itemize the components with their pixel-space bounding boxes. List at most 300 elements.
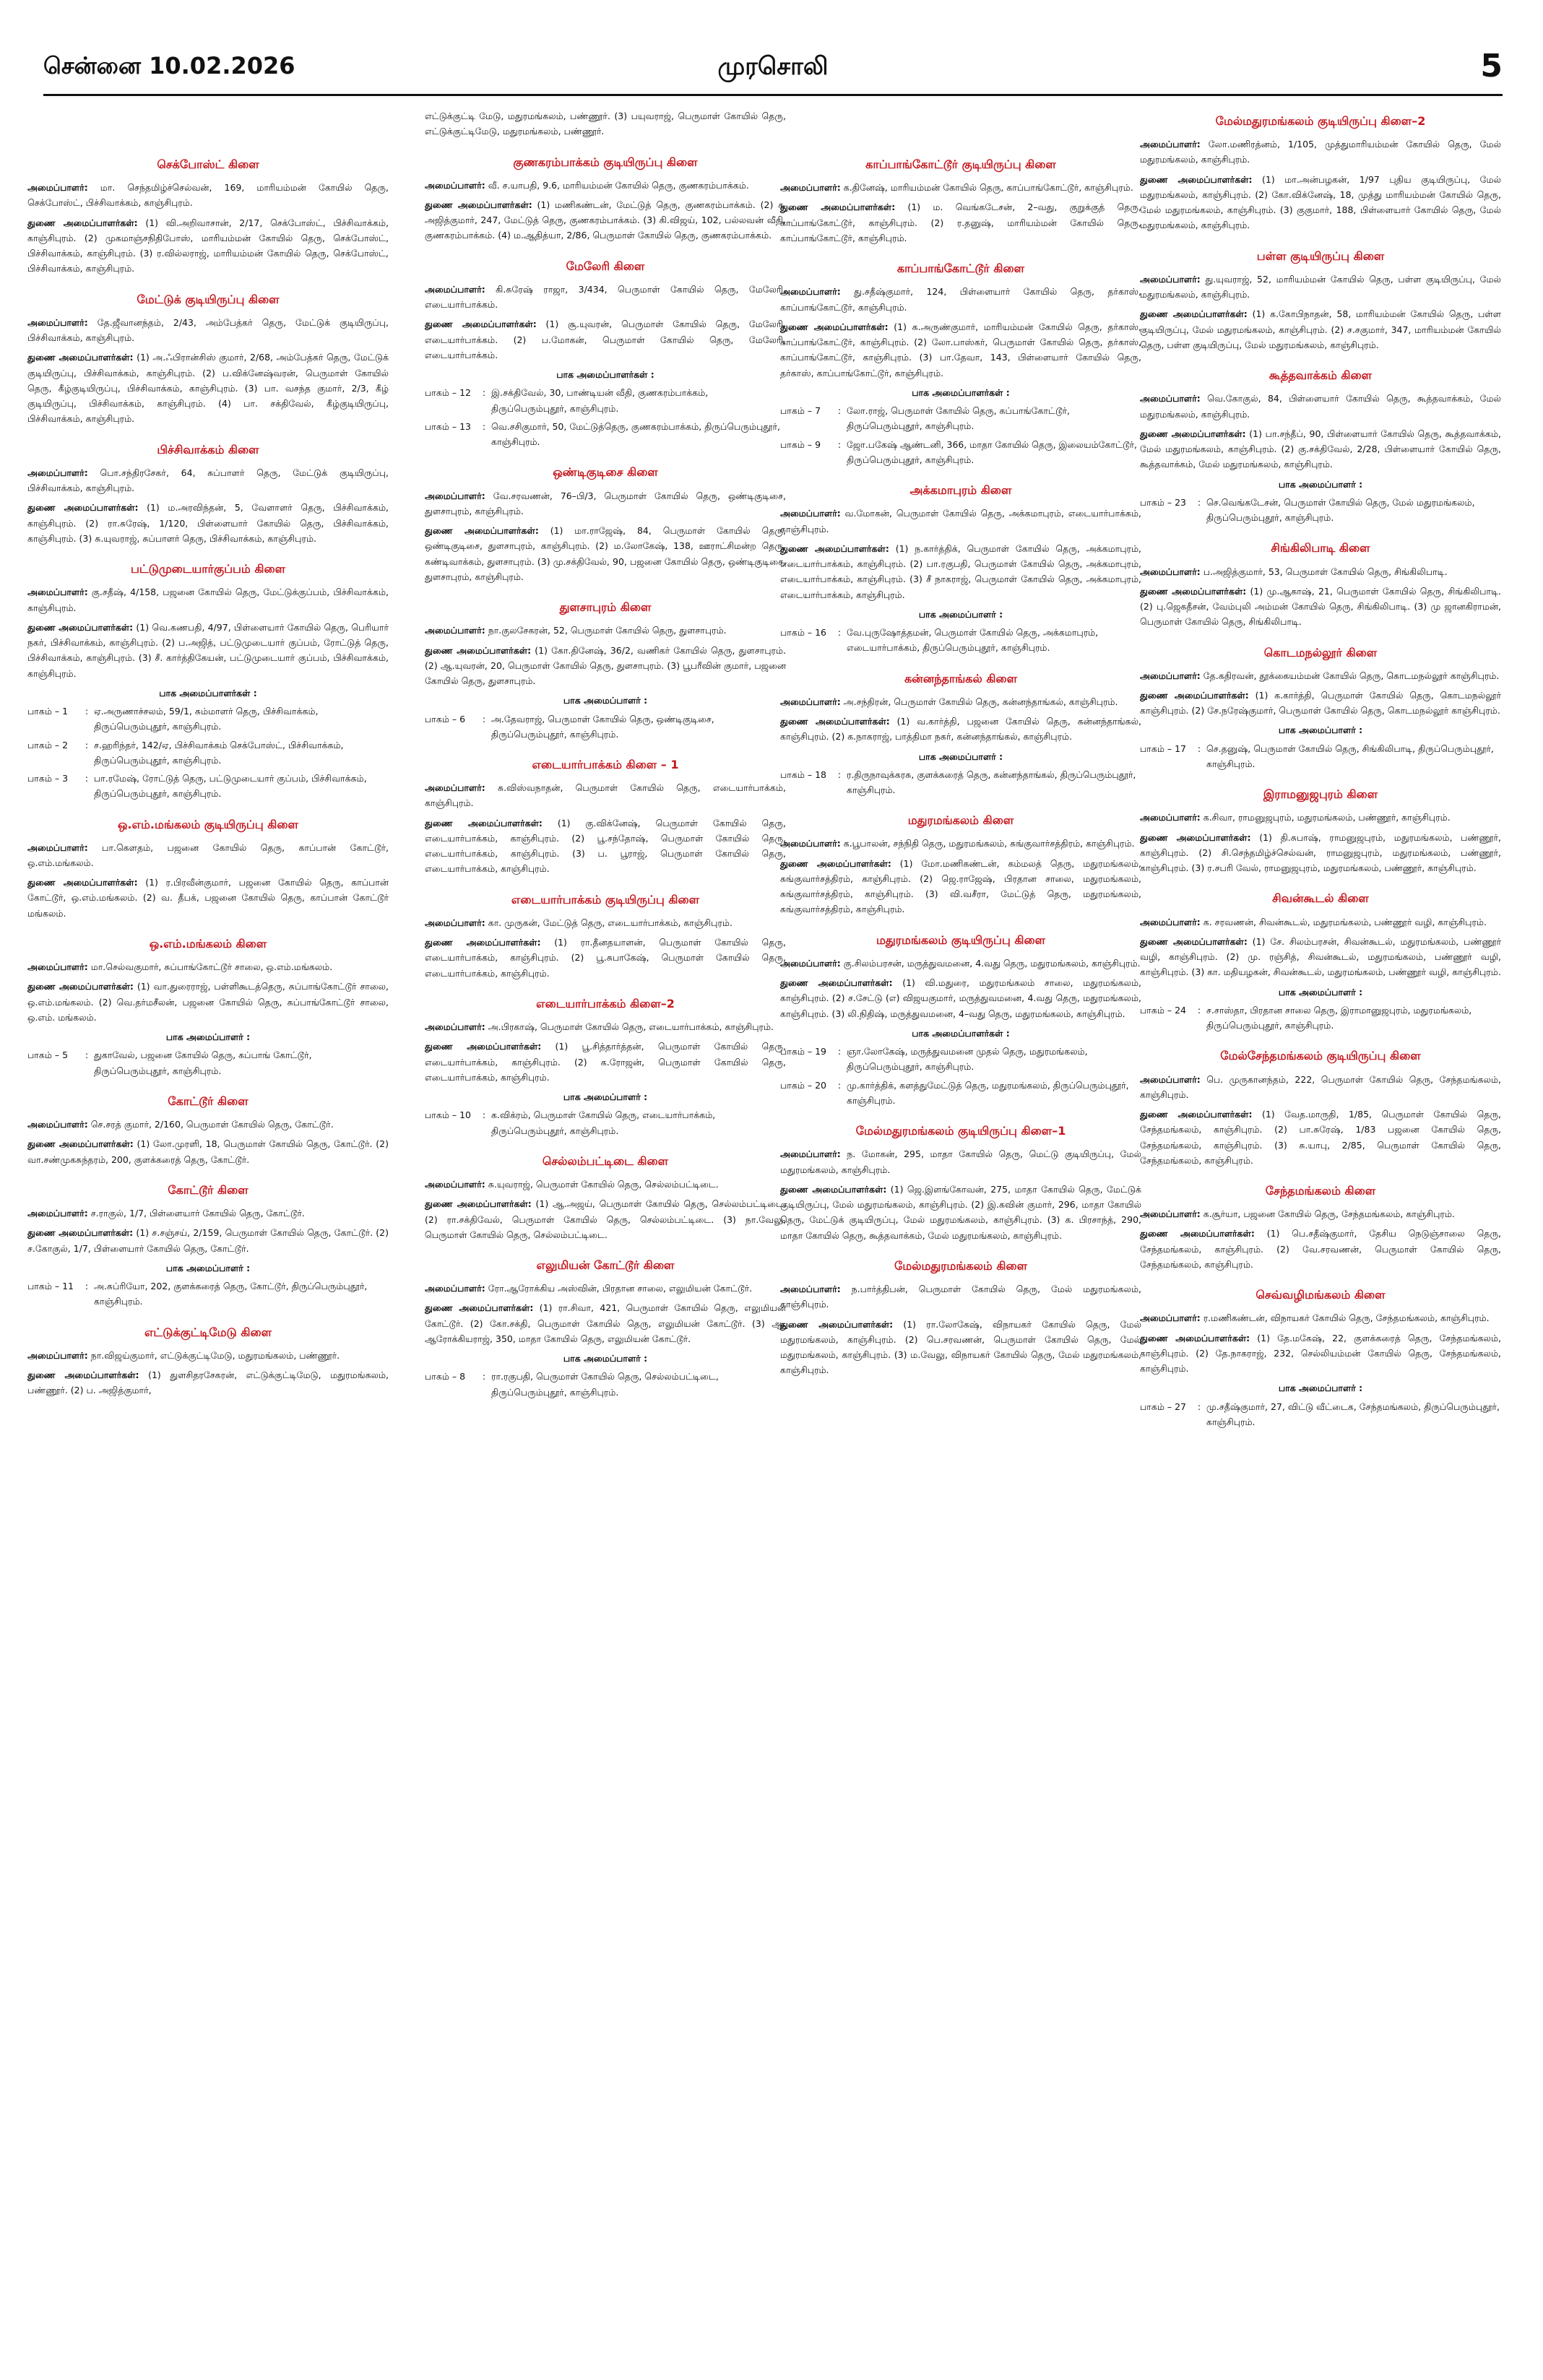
member-details: (1) சூ.யுவரன், பெருமாள் கோயில் தெரு, மேலேரி, எடையார்பாக்கம். (2) ப.மோகன், பெருமாள் கோயில் தெரு, மேலேரி, எடையார்பாக்கம். xyxy=(425,319,786,360)
branch-title: மேல்மதுரமங்கலம் குடியிருப்பு கிளை–1 xyxy=(855,1124,1066,1138)
member-entry xyxy=(425,935,786,981)
member-details: (1) மணிகண்டன், மேட்டுத் தெரு, குணகரம்பாக்கம். (2) ச. அஜித்குமார், 247, மேட்டுத் தெரு, குணகரம்பாக்கம். (3) கி.விஜய், 102, பல்லவன் வீதி, குணகரம்பாக்கம். (4) ம.ஆதித்யா, 2/86, பெருமாள் கோயில் தெரு, குணகரம்பாக்கம். xyxy=(425,199,786,241)
member-details: நா.விஜய்குமார், எட்டுக்குட்டிமேடு, மதுரமங்கலம், பண்ணூர். xyxy=(87,1349,340,1361)
member-entry xyxy=(425,915,786,930)
role-label: துணை அமைப்பாளர்கள்: xyxy=(425,1041,542,1052)
booth-entry xyxy=(780,767,1141,798)
booth-heading: பாக அமைப்பாளர் : xyxy=(563,695,648,706)
branch-section xyxy=(780,1256,1141,1378)
branch-section xyxy=(780,810,1141,917)
role-label: துணை அமைப்பாளர்கள்: xyxy=(1140,935,1248,947)
issue-date: சென்னை 10.02.2026 xyxy=(43,52,295,79)
member-details: (1) ம.அரவிந்தன், 5, வேளாளர் தெரு, பிச்சிவாக்கம், காஞ்சிபுரம். (2) ரா.சுரேஷ், 1/120, பிள்ளையார் கோயில் தெரு, பிச்சிவாக்கம், காஞ்சிபுரம். (3) சு.யுவராஜ், சுப்பாளர் தெரு, பிச்சிவாக்கம், காஞ்சிபுரம். xyxy=(27,502,389,544)
member-details: (1) வி.மதுரை, மதுரமங்கலம் சாலை, மதுரமங்கலம், காஞ்சிபுரம். (2) ச.சேட்டு (எ) விஜயகுமார், மருத்துவமனை, 4.வது தெரு, மதுரமங்கலம், காஞ்சிபுரம். (3) லி.நிதிஷ், மருத்துவமனை, 4–வது தெரு, மதுரமங்கலம், காஞ்சிபுரம். xyxy=(780,977,1141,1019)
booth-details: இ.சக்திவேல், 30, பாண்டியன் வீதி, குணகரம்பாக்கம், திருப்பெரும்புதூர், காஞ்சிபுரம். xyxy=(491,387,709,414)
booth-number: பாகம் – 8 xyxy=(425,1371,466,1382)
member-details: வெ.கோகுல், 84, பிள்ளையார் கோயில் தெரு, கூத்தவாக்கம், மேல் மதுரமங்கலம், காஞ்சிபுரம். xyxy=(1140,393,1501,420)
role-label: அமைப்பாளர்: xyxy=(780,182,841,194)
member-entry xyxy=(425,1300,786,1346)
role-label: துணை அமைப்பாளர்கள்: xyxy=(780,716,890,727)
column-1 xyxy=(27,108,389,2362)
separator: : xyxy=(1197,1004,1201,1016)
member-details: (1) ரா.சிவா, 421, பெருமாள் கோயில் தெரு, எலுமியன் கோட்டூர். (2) கோ.சக்தி, பெருமாள் கோயில் தெரு, எலுமியன் கோட்டூர். (3) ஆ. ஆரோக்கியராஜ், 350, மாதா கோயில் தெரு, எலுமியன் கோட்டூர். xyxy=(425,1302,786,1344)
separator: : xyxy=(1197,1401,1201,1412)
member-entry xyxy=(425,815,786,877)
role-label: அமைப்பாளர்: xyxy=(27,1208,88,1219)
member-details: (1) வா.துரைராஜ், பள்ளிகூடத்தெரு, சுப்பாங்கோட்டூர் சாலை, ஒ.எம்.மங்கலம். (2) வெ.தர்மசீலன், பஜனை கோயில் தெரு, சுப்பாங்கோட்டூர் சாலை, ஒ.எம். மங்கலம். xyxy=(27,981,389,1023)
member-entry xyxy=(780,541,1141,602)
branch-title: செவ்வழிமங்கலம் கிளை xyxy=(1255,1288,1386,1302)
branch-section xyxy=(27,815,389,921)
branch-section xyxy=(425,256,786,450)
member-details: (1) சே. சிலம்பரசன், சிவன்கூடல், மதுரமங்கலம், பண்ணூர் வழி, காஞ்சிபுரம். (2) மு. ரஞ்சித், சிவன்கூடல், மதுரமங்கலம், பண்ணூர் வழி, காஞ்சிபுரம். (3) கா. மதியழகன், சிவன்கூடல், மதுரமங்கலம், பண்ணூர் வழி, காஞ்சிபுரம். xyxy=(1140,935,1501,978)
role-label: துணை அமைப்பாளர்கள்: xyxy=(27,981,134,992)
role-label: அமைப்பாளர்: xyxy=(780,1148,841,1160)
member-entry xyxy=(1140,1330,1501,1377)
member-entry xyxy=(27,1225,389,1256)
booth-entry xyxy=(780,1044,1141,1075)
branch-section xyxy=(27,559,389,801)
branch-section xyxy=(780,930,1141,1108)
member-details: (1) பூ.சித்தார்த்தன், பெருமாள் கோயில் தெரு, எடையார்பாக்கம், காஞ்சிபுரம். (2) க.ரோஜன், பெருமாள் கோயில் தெரு, எடையார்பாக்கம், காஞ்சிபுரம். xyxy=(425,1041,786,1083)
branch-title: மேலேரி கிளை xyxy=(566,259,645,273)
booth-entry xyxy=(425,385,786,416)
booth-heading: பாக அமைப்பாளர் : xyxy=(563,1353,648,1364)
role-label: அமைப்பாளர்: xyxy=(1140,1208,1201,1220)
member-details: லோ.மணிரத்னம், 1/105, முத்துமாரியம்மன் கோயில் தெரு, மேல் மதுரமங்கலம், காஞ்சிபுரம். xyxy=(1140,139,1501,165)
role-label: அமைப்பாளர்: xyxy=(780,957,841,969)
member-entry xyxy=(1140,668,1501,683)
member-entry xyxy=(425,1019,786,1034)
role-label: அமைப்பாளர்: xyxy=(27,467,88,478)
role-label: அமைப்பாளர்: xyxy=(1140,1312,1201,1324)
member-entry xyxy=(1140,306,1501,352)
booth-heading: பாக அமைப்பாளர் : xyxy=(563,1091,648,1103)
member-details: ர.மணிகண்டன், விநாயகர் கோயில் தெரு, சேந்தமங்கலம், காஞ்சிபுரம். xyxy=(1200,1312,1490,1324)
role-label: அமைப்பாளர்: xyxy=(1140,273,1201,285)
branch-title: குணகரம்பாக்கம் குடியிருப்பு கிளை xyxy=(513,155,698,169)
separator: : xyxy=(482,1109,486,1121)
role-label: அமைப்பாளர்: xyxy=(425,625,485,636)
member-entry xyxy=(1140,272,1501,303)
branch-title: ஒண்டிகுடிசை கிளை xyxy=(553,465,658,480)
member-details: (1) கோ.தினேஷ், 36/2, வணிகர் கோயில் தெரு, துளசாபுரம். (2) ஆ.யுவரன், 20, பெருமாள் கோயில் தெரு, துளசாபுரம். (3) பூபரீவின் குமார், பஜனை கோயில் தெரு, துளசாபுரம். xyxy=(425,644,786,686)
member-details: (1) வேத.மாருதி, 1/85, பெருமாள் கோயில் தெரு, சேந்தமங்கலம், காஞ்சிபுரம். (2) பா.சுரேஷ், 1/83 பஜனை கோயில் தெரு, சேந்தமங்கலம், காஞ்சிபுரம். (3) சு.யாபு, 2/85, பெருமாள் கோயில் தெரு, சேந்தமங்கலம், காஞ்சிபுரம். xyxy=(1140,1109,1501,1166)
member-details: அ.பிரகாஷ், பெருமாள் கோயில் தெரு, எடையார்பாக்கம், காஞ்சிபுரம். xyxy=(485,1021,774,1033)
member-details: க. சரவணன், சிவன்கூடல், மதுரமங்கலம், பண்ணூர் வழி, காஞ்சிபுரம். xyxy=(1200,916,1487,927)
booth-number: பாகம் – 1 xyxy=(27,706,69,717)
branch-section xyxy=(425,597,786,742)
role-label: துணை அமைப்பாளர்கள்: xyxy=(27,1138,134,1150)
branch-section xyxy=(780,155,1141,246)
separator: : xyxy=(482,713,486,724)
member-entry xyxy=(425,282,786,313)
role-label: அமைப்பாளர்: xyxy=(425,917,485,928)
booth-entry xyxy=(1140,1003,1501,1034)
branch-section xyxy=(1140,784,1501,875)
member-details: து.யுவராஜ், 52, மாரியம்மன் கோயில் தெரு, பள்ள குடியிருப்பு, மேல் மதுரமங்கலம், காஞ்சிபுரம். xyxy=(1140,273,1501,300)
booth-number: பாகம் – 19 xyxy=(780,1046,826,1057)
branch-section xyxy=(27,1180,389,1310)
booth-details: அ.தேவராஜ், பெருமாள் கோயில் தெரு, ஒண்டிகுடிசை, திருப்பெரும்புதூர், காஞ்சிபுரம். xyxy=(491,713,714,740)
member-entry xyxy=(1140,830,1501,876)
booth-number: பாகம் – 9 xyxy=(780,438,821,450)
booth-heading: பாக அமைப்பாளர் : xyxy=(1278,1382,1363,1394)
booth-number: பாகம் – 11 xyxy=(27,1281,74,1291)
booth-heading: பாக அமைப்பாளர்கள் : xyxy=(556,369,654,381)
booth-details: பா.ரமேஷ், ரோட்டுத் தெரு, பட்டுமுடையார் குப்பம், பிச்சிவாக்கம், திருப்பெரும்புதூர், காஞ்சிபுரம். xyxy=(94,773,367,800)
member-entry xyxy=(27,959,389,974)
booth-number: பாகம் – 7 xyxy=(780,405,821,417)
member-entry xyxy=(425,523,786,584)
role-label: அமைப்பாளர்: xyxy=(780,1284,841,1294)
role-label: துணை அமைப்பாளர்கள்: xyxy=(1140,1109,1253,1120)
role-label: அமைப்பாளர்: xyxy=(425,283,485,295)
separator: : xyxy=(85,739,89,750)
member-entry xyxy=(780,1281,1141,1312)
separator: : xyxy=(482,1371,486,1382)
member-details: (1) ச.சஞ்சய், 2/159, பெருமாள் கோயில் தெரு, கோட்டூர். (2) ச.கோகுல், 1/7, பிள்ளையார் கோயில் தெரு, கோட்டூர். xyxy=(27,1227,389,1254)
branch-section xyxy=(780,480,1141,655)
branch-section xyxy=(27,108,389,142)
booth-heading: பாக அமைப்பாளர் : xyxy=(918,608,1003,620)
member-details: ரோ.ஆரோக்கிய அஸ்வின், பிரதான சாலை, எலுமியன் கோட்டூர். xyxy=(485,1283,753,1294)
member-details: பா.கௌதம், பஜனை கோயில் தெரு, காப்பான் கோட்டூர், ஒ.எம்.மங்கலம். xyxy=(27,841,389,868)
booth-details: லோ.ராஜ், பெருமாள் கோயில் தெரு, கப்பாங்கோட்டூர், திருப்பெரும்புதூர், காஞ்சிபுரம். xyxy=(847,405,1070,432)
role-label: அமைப்பாளர்: xyxy=(1140,670,1201,681)
member-entry xyxy=(1140,810,1501,825)
branch-title: மேல்மதுரமங்கலம் கிளை xyxy=(894,1258,1028,1273)
branch-title: எடையார்பாக்கம் கிளை – 1 xyxy=(532,758,679,771)
role-label: துணை அமைப்பாளர்கள்: xyxy=(1140,689,1249,701)
booth-number: பாகம் – 3 xyxy=(27,773,69,784)
member-entry xyxy=(27,350,389,426)
branch-section xyxy=(27,290,389,427)
role-label: துணை அமைப்பாளர்கள்: xyxy=(425,817,543,828)
role-label: துணை அமைப்பாளர்கள்: xyxy=(1140,1228,1255,1239)
member-entry xyxy=(27,1367,389,1398)
branch-section xyxy=(780,1121,1141,1243)
role-label: துணை அமைப்பாளர்கள்: xyxy=(1140,1332,1250,1343)
booth-number: பாகம் – 27 xyxy=(1140,1401,1186,1412)
role-label: அமைப்பாளர்: xyxy=(425,1283,485,1294)
role-label: துணை அமைப்பாளர்கள்: xyxy=(1140,428,1246,439)
member-entry xyxy=(425,178,786,193)
branch-section xyxy=(27,440,389,546)
member-entry xyxy=(780,1182,1141,1243)
member-entry xyxy=(1140,564,1501,579)
member-details: (1) க.கோபிநாதன், 58, மாரியம்மன் கோயில் தெரு, பள்ள குடியிருப்பு, மேல் மதுரமங்கலம், காஞ்சிபுரம். (2) ச.சகுமார், 347, மாரியம்மன் கோயில் தெரு, பள்ள குடியிருப்பு, மேல் மதுரமங்கலம், காஞ்சிபுரம். xyxy=(1140,308,1501,350)
member-details: (1) வி.அறிவாசான், 2/17, செக்போஸ்ட், பிச்சிவாக்கம், காஞ்சிபுரம். (2) முகமாஞ்சநிதிபோஸ், மாரியம்மன் கோயில் தெரு, செக்போஸ்ட், பிச்சிவாக்கம், காஞ்சிபுரம். (3) ர.வில்லராஜ், மாரியம்மன் கோயில் தெரு, செக்போஸ்ட், பிச்சிவாக்கம், காஞ்சிபுரம். xyxy=(27,217,389,274)
role-label: துணை அமைப்பாளர்கள்: xyxy=(425,937,541,948)
role-label: துணை அமைப்பாளர்கள்: xyxy=(780,1318,894,1330)
member-entry xyxy=(780,284,1141,315)
separator: : xyxy=(1197,743,1201,754)
member-entry xyxy=(425,1196,786,1242)
member-details: (1) ந.கார்த்திக், பெருமாள் கோயில் தெரு, அக்கமாபுரம், எடையார்பாக்கம், காஞ்சிபுரம். (2) பா.ரகுபதி, பெருமாள் கோயில் தெரு, அக்கமாபுரம், எடையார்பாக்கம், காஞ்சிபுரம். (3) சீ நாகராஜ், பெருமாள் கோயில் தெரு, அக்கமாபுரம், எடையார்பாக்கம், காஞ்சிபுரம். xyxy=(780,542,1141,600)
role-label: அமைப்பாளர்: xyxy=(1140,393,1201,404)
member-entry xyxy=(1140,137,1501,168)
member-details: செ.சரத் குமார், 2/160, பெருமாள் கோயில் தெரு, கோட்டூர். xyxy=(87,1119,334,1130)
role-label: துணை அமைப்பாளர்கள்: xyxy=(780,542,889,554)
header-rule xyxy=(43,94,1503,96)
member-entry xyxy=(780,506,1141,537)
booth-number: பாகம் – 5 xyxy=(27,1050,69,1061)
branch-section xyxy=(425,994,786,1138)
role-label: துணை அமைப்பாளர்கள்: xyxy=(425,525,539,537)
branch-title: பிச்சிவாக்கம் கிளை xyxy=(157,442,259,456)
role-label: துணை அமைப்பாளர்கள்: xyxy=(1140,173,1253,185)
column-3 xyxy=(780,108,1141,2362)
booth-heading: பாக அமைப்பாளர்கள் : xyxy=(912,386,1010,398)
member-entry xyxy=(1140,584,1501,630)
member-entry xyxy=(780,856,1141,917)
member-entry xyxy=(27,215,389,277)
member-entry xyxy=(780,319,1141,381)
role-label: அமைப்பாளர்: xyxy=(1140,1073,1201,1085)
member-entry xyxy=(1140,1072,1501,1103)
newspaper-name: முரசொலி xyxy=(717,52,829,81)
booth-entry xyxy=(27,737,389,769)
branch-section xyxy=(780,108,1141,142)
branch-section xyxy=(425,108,786,139)
member-entry xyxy=(1140,391,1501,422)
role-label: அமைப்பாளர்: xyxy=(27,1349,88,1361)
role-label: அமைப்பாளர்: xyxy=(27,841,88,853)
booth-details: ரா.ரகுபதி, பெருமாள் கோயில் தெரு, செல்லம்பட்டிடை, திருப்பெரும்புதூர், காஞ்சிபுரம். xyxy=(491,1371,719,1398)
role-label: அமைப்பாளர்: xyxy=(780,696,841,707)
member-entry xyxy=(27,875,389,921)
member-details: சு.விஸ்வநாதன், பெருமாள் கோயில் தெரு, எடையார்பாக்கம், காஞ்சிபுரம். xyxy=(425,782,786,809)
member-entry xyxy=(425,1177,786,1192)
member-details: (1) ஆ.அஜய், பெருமாள் கோயில் தெரு, செல்லம்பட்டிடை. (2) ரா.சக்திவேல், பெருமாள் கோயில் தெரு, செல்லம்பட்டிடை. (3) நா.வேலு, பெருமாள் கோயில் தெரு, செல்லம்பட்டிடை. xyxy=(425,1198,786,1240)
branch-title: மேல்மதுரமங்கலம் குடியிருப்பு கிளை–2 xyxy=(1215,114,1426,128)
member-entry xyxy=(1140,1226,1501,1272)
member-entry xyxy=(780,714,1141,745)
branch-title: செக்போஸ்ட் கிளை xyxy=(157,157,259,171)
member-entry xyxy=(27,500,389,546)
booth-heading: பாக அமைப்பாளர்கள் : xyxy=(159,687,257,698)
booth-heading: பாக அமைப்பாளர் : xyxy=(1278,478,1363,490)
role-label: துணை அமைப்பாளர்கள்: xyxy=(425,199,532,210)
separator: : xyxy=(837,627,842,639)
role-label: துணை அமைப்பாளர்கள்: xyxy=(27,502,139,514)
booth-entry xyxy=(27,771,389,802)
role-label: துணை அமைப்பாளர்கள்: xyxy=(27,1369,139,1380)
booth-number: பாகம் – 13 xyxy=(425,420,471,432)
role-label: அமைப்பாளர்: xyxy=(27,182,88,194)
member-entry xyxy=(425,488,786,519)
member-entry xyxy=(1140,688,1501,719)
member-entry xyxy=(425,623,786,638)
separator: : xyxy=(482,420,486,432)
booth-entry xyxy=(780,1078,1141,1109)
role-label: துணை அமைப்பாளர்கள்: xyxy=(780,977,893,989)
branch-section xyxy=(425,152,786,243)
member-entry xyxy=(425,1281,786,1296)
branch-title: மேட்டுக் குடியிருப்பு கிளை xyxy=(137,292,280,306)
branch-title: சிங்கிலிபாடி கிளை xyxy=(1271,541,1370,555)
booth-number: பாகம் – 18 xyxy=(780,769,826,780)
member-details: (1) வெ.கணபதி, 4/97, பிள்ளையார் கோயில் தெரு, பெரியார் நகர், பிச்சிவாக்கம், காஞ்சிபுரம். (2) ப.அஜித், பட்டுமுடையார் குப்பம், ரோட்டுத் தெரு, பிச்சிவாக்கம், காஞ்சிபுரம். (3) சீ. கார்த்திகேயன், பட்டுமுடையார் குப்பம், பிச்சிவாக்கம், காஞ்சிபுரம். xyxy=(27,621,389,679)
member-details: (1) வ.கார்த்தி, பஜனை கோயில் தெரு, கன்னந்தாங்கல், காஞ்சிபுரம். (2) க.நாகராஜ், பாத்திமா நகர், கன்னந்தாங்கல், காஞ்சிபுரம். xyxy=(780,716,1141,743)
separator: : xyxy=(85,773,89,784)
member-details: ச.ராகுல், 1/7, பிள்ளையார் கோயில் தெரு, கோட்டூர். xyxy=(87,1208,305,1219)
member-entry xyxy=(780,975,1141,1021)
branch-title: துளசாபுரம் கிளை xyxy=(559,600,652,615)
booth-heading: பாக அமைப்பாளர்கள் : xyxy=(912,1027,1010,1039)
role-label: துணை அமைப்பாளர்கள்: xyxy=(780,202,896,213)
member-details: தே.கதிரவன், தூக்கையம்மன் கோயில் தெரு, கொடமநல்லூர் காஞ்சிபுரம். xyxy=(1200,670,1500,681)
continued-text: எட்டுக்குட்டி மேடு, மதுரமங்கலம், பண்ணூர். (3) பயுவராஜ், பெருமாள் கோயில் தெரு, எட்டுக்குட்டிமேடு, மதுரமங்கலம், பண்ணூர். xyxy=(425,111,786,137)
member-details: க.சிவா, ராமனுஜபுரம், மதுரமங்கலம், பண்ணூர், காஞ்சிபுரம். xyxy=(1200,812,1451,823)
member-entry xyxy=(425,197,786,243)
member-details: (1) அ.ஃபிரான்சிஸ் குமார், 2/68, அம்பேத்கர் தெரு, மேட்டுக் குடியிருப்பு, பிச்சிவாக்கம், காஞ்சிபுரம். (2) ப.விக்னேஷ்வரன், பெருமாள் கோயில் தெரு, கீழ்குடியிருப்பு, பிச்சிவாக்கம், காஞ்சிபுரம். (3) பா. வசந்த குமார், 2/3, கீழ் குடியிருப்பு, பிச்சிவாக்கம், காஞ்சிபுரம். (4) பா. சக்திவேல், கீழ்குடியிருப்பு, பிச்சிவாக்கம், காஞ்சிபுரம். xyxy=(27,352,389,425)
booth-details: துகாவேல், பஜனை கோயில் தெரு, கப்பாங் கோட்டூர், திருப்பெரும்புதூர், காஞ்சிபுரம். xyxy=(94,1050,312,1076)
branch-title: சேந்தமங்கலம் கிளை xyxy=(1265,1184,1376,1198)
booth-entry xyxy=(1140,741,1501,772)
role-label: துணை அமைப்பாளர்கள்: xyxy=(1140,585,1247,597)
branch-section xyxy=(27,155,389,277)
role-label: அமைப்பாளர்: xyxy=(27,587,88,598)
role-label: அமைப்பாளர்: xyxy=(780,286,841,298)
role-label: அமைப்பாளர்: xyxy=(425,782,485,794)
branch-title: ஒ.எம்.மங்கலம் குடியிருப்பு கிளை xyxy=(118,817,298,831)
branch-title: கன்னந்தாங்கல் கிளை xyxy=(904,671,1018,685)
branch-section xyxy=(780,669,1141,798)
member-entry xyxy=(425,316,786,363)
member-details: (1) தி.சுபாஷ், ராமனுஜபுரம், மதுரமங்கலம், பண்ணூர், காஞ்சிபுரம். (2) சி.செந்தமிழ்ச்செல்வன், ராமனுஜபுரம், மதுரமங்கலம், பண்ணூர், காஞ்சிபுரம். (3) ர.சபரி வேல், ராமனுஜபுரம், மதுரமங்கலம், பண்ணூர், காஞ்சிபுரம். xyxy=(1140,831,1501,874)
member-details: து.சதீஷ்குமார், 124, பிள்ளையார் கோயில் தெரு, தர்காஸ், காப்பாங்கோட்டூர், காஞ்சிபுரம். xyxy=(780,286,1141,313)
booth-number: பாகம் – 6 xyxy=(425,713,466,724)
role-label: அமைப்பாளர்: xyxy=(425,1179,485,1190)
booth-entry xyxy=(425,1107,786,1138)
branch-title: எலுமியன் கோட்டூர் கிளை xyxy=(536,1258,675,1272)
branch-title: காப்பாங்கோட்டூர் கிளை xyxy=(896,261,1025,276)
branch-section xyxy=(425,1151,786,1242)
member-entry xyxy=(1140,914,1501,930)
role-label: அமைப்பாளர்: xyxy=(425,179,485,191)
member-details: நா.குலசேகரன், 52, பெருமாள் கோயில் தெரு, துளசாபுரம். xyxy=(485,625,727,636)
member-details: வீ. ச.யாபதி, 9.6, மாரியம்மன் கோயில் தெரு, குணகரம்பாக்கம். xyxy=(485,179,749,191)
branch-title: காப்பாங்கோட்டூர் குடியிருப்பு கிளை xyxy=(865,157,1056,171)
member-details: சு.யுவராஜ், பெருமாள் கோயில் தெரு, செல்லம்பட்டிடை. xyxy=(485,1179,719,1190)
member-entry xyxy=(27,315,389,346)
role-label: துணை அமைப்பாளர்கள்: xyxy=(27,352,134,363)
member-entry xyxy=(27,1117,389,1132)
booth-details: ஞா.லோகேஷ், மருத்துவமனை முதல் தெரு, மதுரமங்கலம், திருப்பெரும்புதூர், காஞ்சிபுரம். xyxy=(847,1046,1088,1073)
branch-title: மேல்சேந்தமங்கலம் குடியிருப்பு கிளை xyxy=(1220,1049,1421,1063)
member-details: (1) மு.ஆகாஷ், 21, பெருமாள் கோயில் தெரு, சிங்கிலிபாடி. (2) பு.ஜெகதீசன், வேம்புலி அம்மன் கோயில் தெரு, சிங்கிலிபாடி. (3) மு ஜானகிராமன், பெருமாள் கோயில் தெரு, சிங்கிலிபாடி. xyxy=(1140,585,1501,628)
booth-entry xyxy=(27,704,389,735)
member-entry xyxy=(27,1136,389,1167)
member-entry xyxy=(27,1348,389,1363)
booth-entry xyxy=(27,1278,389,1310)
column-2 xyxy=(425,108,786,2362)
booth-number: பாகம் – 16 xyxy=(780,627,826,639)
booth-details: ர.திருநாவுக்கரசு, குளக்கரைத் தெரு, கன்னந்தாங்கல், திருப்பெரும்புதூர், காஞ்சிபுரம். xyxy=(847,769,1136,795)
member-details: தே.ஜீவானந்தம், 2/43, அம்பேத்கர் தெரு, மேட்டுக் குடியிருப்பு, பிச்சிவாக்கம், காஞ்சிபுரம். xyxy=(27,316,389,344)
member-details: (1) தே.மகேஷ், 22, குளக்கரைத் தெரு, சேந்தமங்கலம், காஞ்சிபுரம். (2) தே.நாகராஜ், 232, செல்லியம்மன் கோயில் தெரு, சேந்தமங்கலம், காஞ்சிபுரம். xyxy=(1140,1332,1501,1375)
booth-details: வெ.சசிகுமார், 50, மேட்டுத்தெரு, குணகரம்பாக்கம், திருப்பெரும்புதூர், காஞ்சிபுரம். xyxy=(491,420,780,448)
separator: : xyxy=(837,769,842,780)
member-details: கா. முருகன், மேட்டுத் தெரு, எடையார்பாக்கம், காஞ்சிபுரம். xyxy=(485,917,732,928)
booth-number: பாகம் – 2 xyxy=(27,739,69,750)
booth-heading: பாக அமைப்பாளர் : xyxy=(165,1262,251,1273)
branch-section xyxy=(425,1255,786,1400)
member-details: ப.அஜித்குமார், 53, பெருமாள் கோயில் தெரு, சிங்கிலிபாடி. xyxy=(1200,566,1448,577)
branch-section xyxy=(1140,246,1501,352)
member-entry xyxy=(1140,426,1501,472)
member-details: (1) லோ.முரளி, 18, பெருமாள் கோயில் தெரு, கோட்டூர். (2) வா.சண்முகசுந்தரம், 200, குளக்கரைத் தெரு, கோட்டூர். xyxy=(27,1138,389,1165)
member-details: (1) ம. வெங்கடேசன், 2–வது, குறுக்குத் தெரு, காப்பாங்கோட்டூர், காஞ்சிபுரம். (2) ர.தனுஷ், மாரியம்மன் கோயில் தெரு, காப்பாங்கோட்டூர், காஞ்சிபுரம். xyxy=(780,202,1141,243)
member-details: வே.சரவணன், 76–பி/3, பெருமாள் கோயில் தெரு, ஒண்டிகுடிசை, துளசாபுரம், காஞ்சிபுரம். xyxy=(425,490,786,516)
booth-entry xyxy=(780,625,1141,656)
booth-entry xyxy=(1140,495,1501,526)
booth-entry xyxy=(425,1369,786,1400)
branch-section xyxy=(1140,538,1501,629)
member-entry xyxy=(27,584,389,615)
member-entry xyxy=(780,694,1141,709)
member-entry xyxy=(425,643,786,689)
role-label: துணை அமைப்பாளர்கள்: xyxy=(27,877,138,888)
branch-title: சிவன்கூடல் கிளை xyxy=(1272,891,1369,906)
member-entry xyxy=(780,1146,1141,1177)
member-entry xyxy=(1140,172,1501,233)
branch-section xyxy=(1140,365,1501,525)
role-label: துணை அமைப்பாளர்கள்: xyxy=(27,621,134,633)
branch-section xyxy=(1140,1285,1501,1429)
member-details: (1) ரா.தீனதயாளன், பெருமாள் கோயில் தெரு, எடையார்பாக்கம், காஞ்சிபுரம். (2) பூ.சுபாகேஷ், பெருமாள் கோயில் தெரு, எடையார்பாக்கம், காஞ்சிபுரம். xyxy=(425,937,786,979)
member-details: கி.சுரேஷ் ராஜா, 3/434, பெருமாள் கோயில் தெரு, மேலேரி, எடையார்பாக்கம். xyxy=(425,283,786,311)
branch-title: கொடமநல்லூர் கிளை xyxy=(1263,645,1378,659)
member-entry xyxy=(780,199,1141,246)
spacer xyxy=(780,108,1141,142)
member-entry xyxy=(780,180,1141,195)
branch-title: பட்டுமுடையார்குப்பம் கிளை xyxy=(130,562,286,576)
member-details: க.சூர்யா, பஜனை கோயில் தெரு, சேந்தமங்கலம், காஞ்சிபுரம். xyxy=(1200,1208,1455,1220)
branch-section xyxy=(1140,111,1501,233)
separator: : xyxy=(85,1050,89,1061)
member-details: கு.சிலம்பரசன், மருத்துவமனை, 4.வது தெரு, மதுரமங்கலம், காஞ்சிபுரம். xyxy=(840,957,1141,969)
branch-section xyxy=(27,934,389,1078)
booth-entry xyxy=(780,437,1141,468)
booth-heading: பாக அமைப்பாளர் : xyxy=(918,750,1003,762)
column-4 xyxy=(1140,108,1501,2362)
branch-title: கூத்தவாக்கம் கிளை xyxy=(1268,368,1373,383)
booth-details: செ.வெங்கடேசன், பெருமாள் கோயில் தெரு, மேல் மதுரமங்கலம், திருப்பெரும்புதூர், காஞ்சிபுரம். xyxy=(1206,496,1475,524)
separator: : xyxy=(837,405,842,417)
branch-title: எடையார்பாக்கம் கிளை–2 xyxy=(536,996,675,1011)
member-entry xyxy=(27,180,389,211)
booth-heading: பாக அமைப்பாளர் : xyxy=(1278,986,1363,998)
spacer xyxy=(27,108,389,142)
branch-title: கோட்டூர் கிளை xyxy=(168,1182,248,1197)
branch-section xyxy=(425,462,786,584)
branch-title: ஒ.எம்.மங்கலம் கிளை xyxy=(149,936,267,951)
member-entry xyxy=(27,620,389,681)
separator: : xyxy=(85,706,89,717)
booth-heading: பாக அமைப்பாளர் : xyxy=(1278,724,1363,736)
member-entry xyxy=(27,465,389,496)
booth-details: வே.புருஷோத்தமன், பெருமாள் கோயில் தெரு, அக்கமாபுரம், எடையார்பாக்கம், திருப்பெரும்புதூர், காஞ்சிபுரம். xyxy=(847,627,1099,654)
separator: : xyxy=(837,438,842,450)
member-entry xyxy=(27,840,389,871)
member-details: (1) மா.ராஜேஷ், 84, பெருமாள் கோயில் தெரு, ஒண்டிகுடிசை, துளசாபுரம், காஞ்சிபுரம். (2) ம.லோகேஷ், 138, ஊராட்சிமன்ற தெரு, கண்டிவாக்கம், துளசாபுரம். (3) மு.சக்திவேல், 90, பஜனை கோயில் தெரு, ஒண்டிகுடிசை, துளசாபுரம், காஞ்சிபுரம். xyxy=(425,525,786,582)
separator: : xyxy=(837,1079,842,1091)
booth-details: மு.கார்த்திக், களத்துமேட்டுத் தெரு, மதுரமங்கலம், திருப்பெரும்புதூர், காஞ்சிபுரம். xyxy=(847,1079,1129,1106)
booth-details: மு.சதீஷ்குமார், 27, விட்டு வீட்டைக, சேந்தமங்கலம், திருப்பெரும்புதூர், காஞ்சிபுரம். xyxy=(1206,1401,1500,1427)
